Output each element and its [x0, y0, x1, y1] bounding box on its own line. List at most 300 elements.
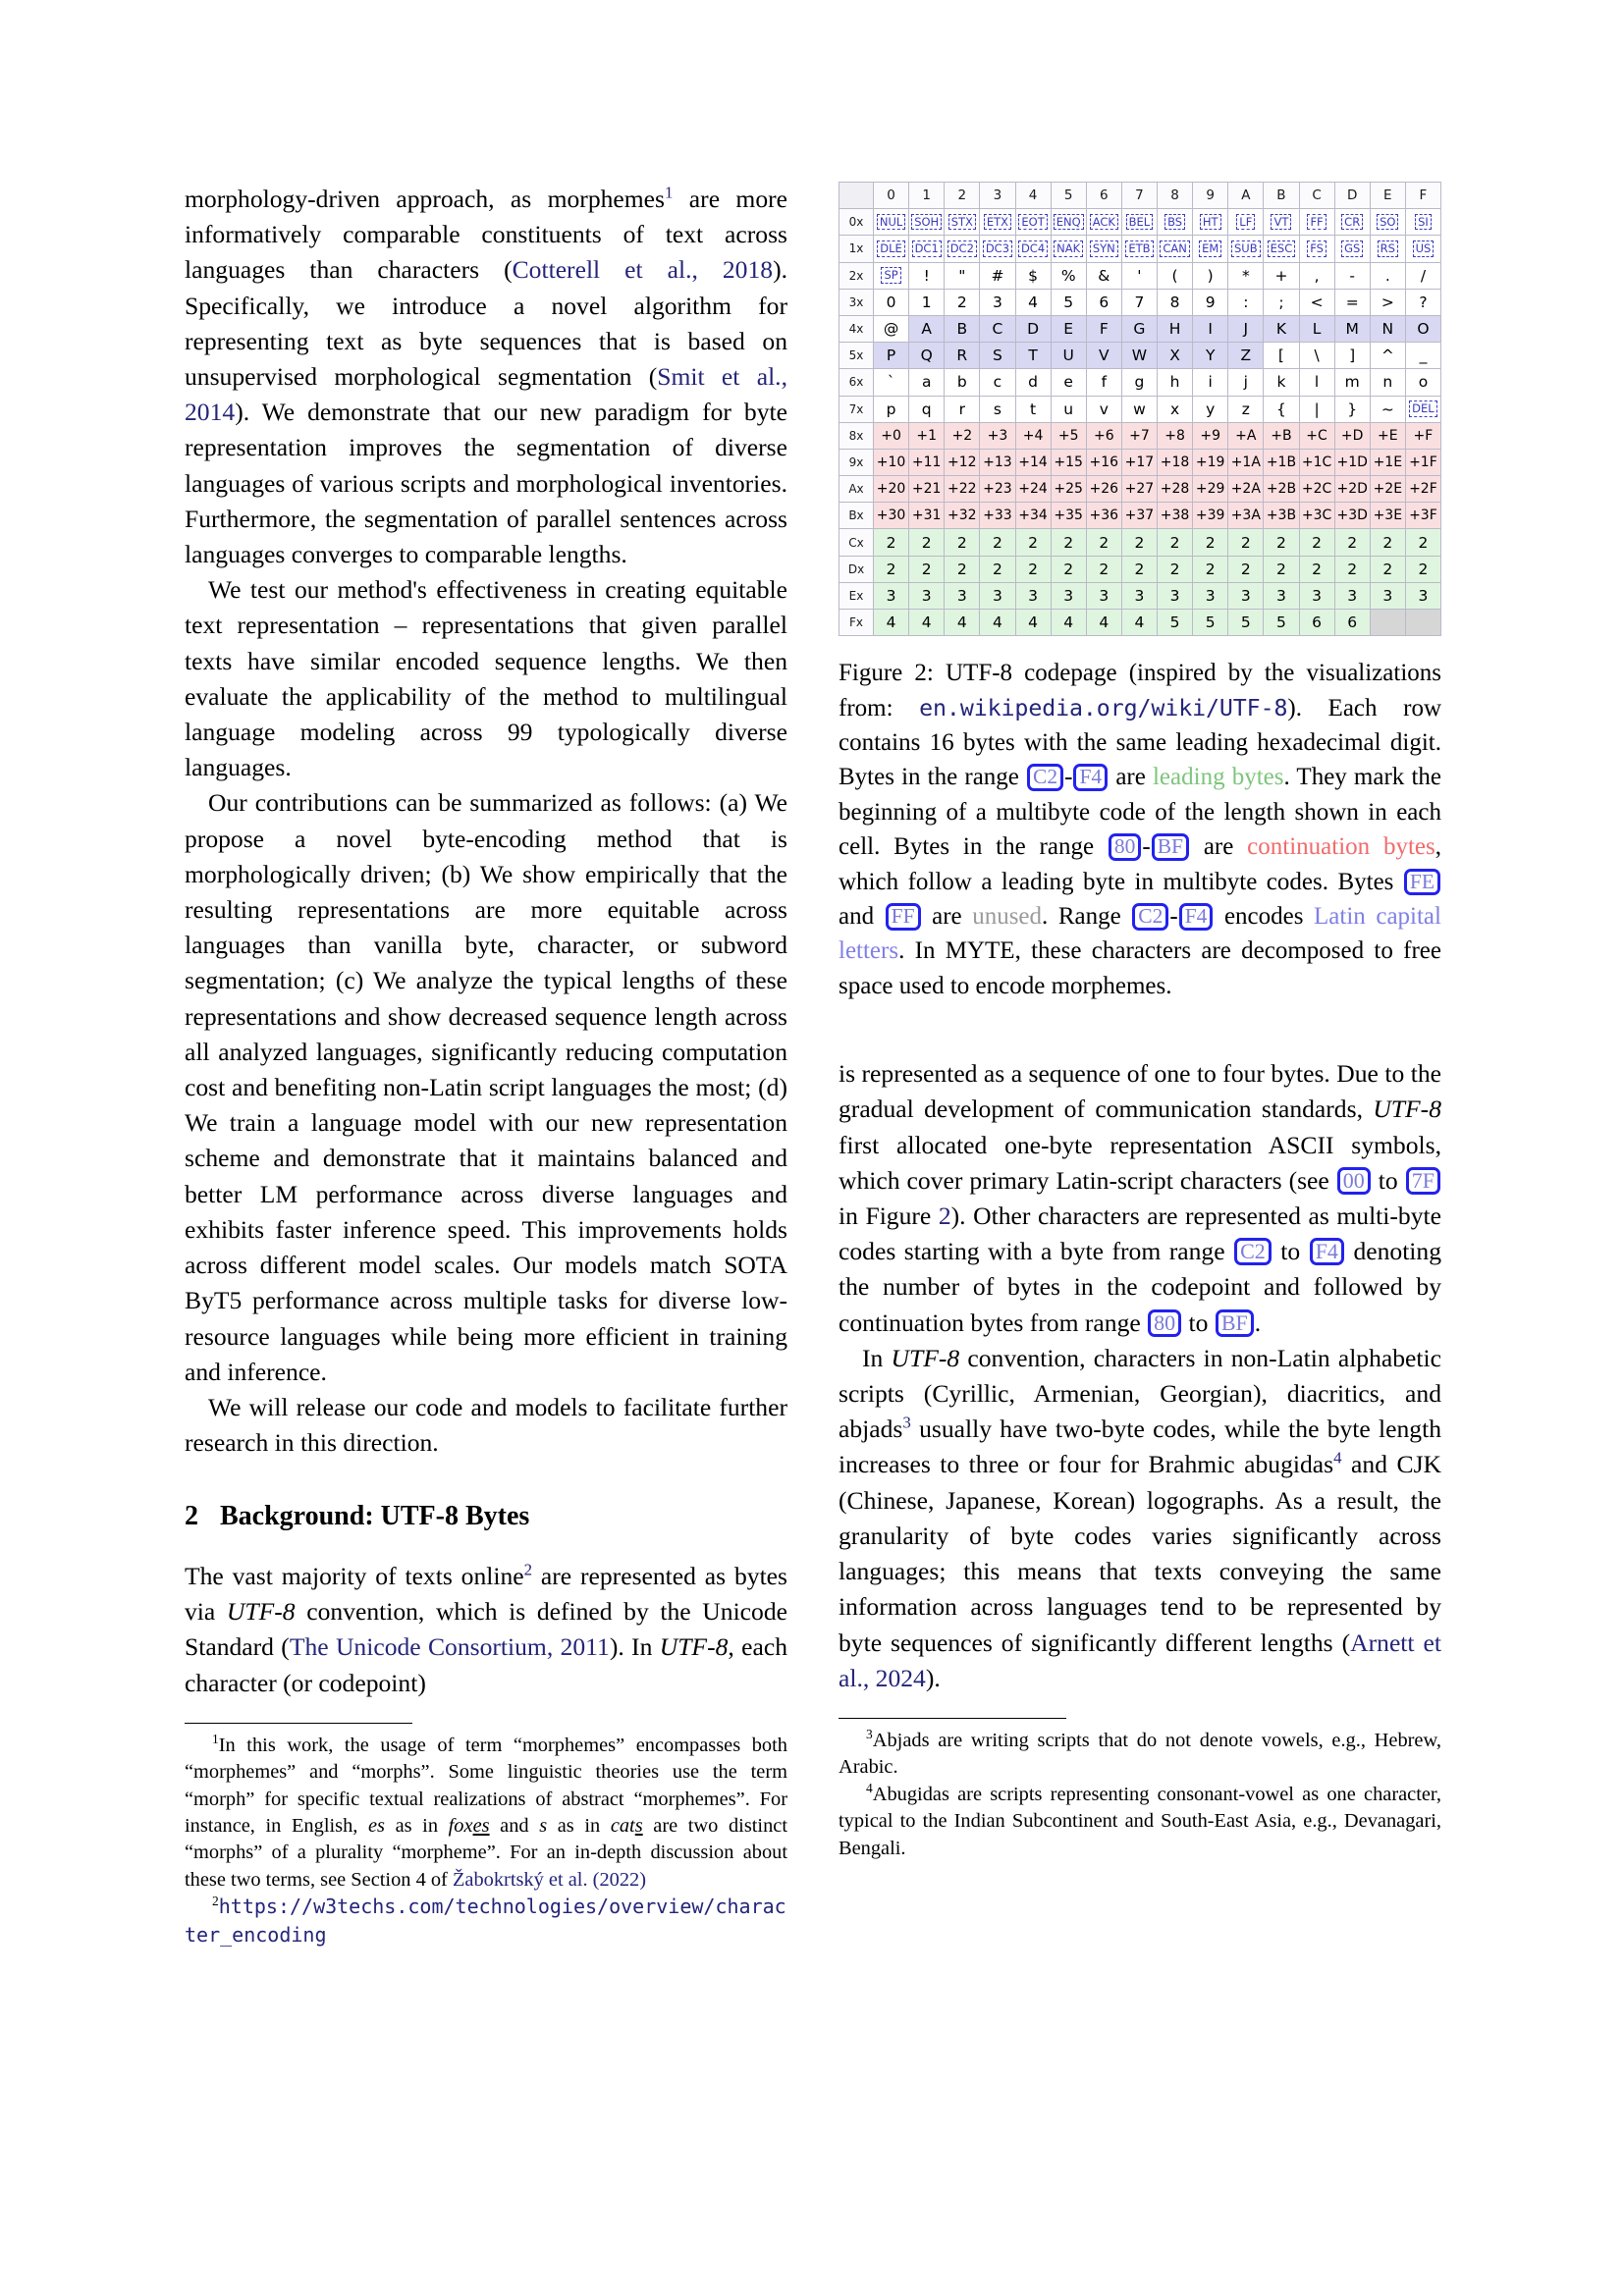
codepage-row-header: Fx	[839, 610, 874, 636]
codepage-cell: l	[1299, 369, 1334, 396]
codepage-cell: |	[1299, 396, 1334, 422]
codepage-cell: 2	[1405, 529, 1440, 556]
codepage-cell: +7	[1121, 422, 1157, 449]
codepage-cell: +2E	[1370, 476, 1405, 503]
citation-link[interactable]: The Unicode Consortium, 2011	[289, 1632, 610, 1662]
codepage-row-header: Dx	[839, 556, 874, 582]
italic-underline-text: es	[472, 1814, 490, 1837]
codepage-cell: 2	[1086, 556, 1121, 582]
text-run: , which follow a leading byte in multibyte codes. Bytes	[839, 833, 1441, 895]
codepage-cell: w	[1121, 396, 1157, 422]
italic-text: es	[367, 1814, 385, 1837]
codepage-cell: O	[1405, 315, 1440, 342]
codepage-cell: "	[945, 262, 980, 289]
codepage-cell: +9	[1193, 422, 1228, 449]
codepage-cell: `	[874, 369, 909, 396]
codepage-cell: '	[1121, 262, 1157, 289]
codepage-cell: 9	[1193, 289, 1228, 315]
codepage-cell: v	[1086, 396, 1121, 422]
codepage-cell: +1F	[1405, 449, 1440, 475]
codepage-cell	[1015, 209, 1051, 236]
codepage-cell: 2	[1370, 556, 1405, 582]
codepage-row	[839, 209, 1441, 236]
italic-text: cat	[610, 1814, 635, 1837]
byte-chip: 80	[1109, 833, 1142, 861]
codepage-cell	[1405, 209, 1440, 236]
codepage-cell: +37	[1121, 503, 1157, 529]
text-run: are	[1109, 764, 1153, 791]
codepage-cell: 5	[1158, 610, 1193, 636]
text-run: and CJK (Chinese, Japanese, Korean) logographs. As a result, the granularity of byte codes varies significantly across languages; this means that texts conveying the same information across languages tend to be represented by byte sequences of significantly different lengths (	[839, 1450, 1442, 1657]
codepage-cell: J	[1228, 315, 1264, 342]
codepage-cell: +1B	[1264, 449, 1299, 475]
codepage-cell: ]	[1334, 343, 1370, 369]
codepage-row	[839, 449, 1441, 475]
text-run: -	[1169, 903, 1178, 931]
codepage-cell: ~	[1370, 396, 1405, 422]
codepage-row	[839, 476, 1441, 503]
citation-link[interactable]: Žabokrtský et al. (2022)	[452, 1868, 647, 1891]
codepage-cell: 5	[1051, 289, 1086, 315]
codepage-cell: >	[1370, 289, 1405, 315]
codepage-column-header: F	[1405, 183, 1440, 209]
paragraph	[185, 572, 787, 785]
paragraph	[839, 1341, 1441, 1696]
text-run: as in	[384, 1814, 449, 1837]
codepage-cell: +B	[1264, 422, 1299, 449]
control-code-box: DC2	[947, 240, 977, 256]
codepage-cell: 3	[980, 582, 1015, 609]
codepage-cell: +3	[980, 422, 1015, 449]
codepage-cell: &	[1086, 262, 1121, 289]
codepage-cell: }	[1334, 396, 1370, 422]
codepage-cell: 4	[909, 610, 945, 636]
footnote-number: 1	[212, 1731, 219, 1746]
codepage-cell: _	[1405, 343, 1440, 369]
text-run: and	[839, 903, 885, 931]
codepage-cell: +F	[1405, 422, 1440, 449]
codepage-cell: T	[1015, 343, 1051, 369]
codepage-cell: +28	[1158, 476, 1193, 503]
codepage-cell: +35	[1051, 503, 1086, 529]
text-run: ).	[925, 1663, 941, 1692]
citation-link[interactable]: Arnett et al., 2024	[839, 1628, 1441, 1692]
codepage-cell: +22	[945, 476, 980, 503]
control-code-box: DC4	[1018, 240, 1048, 256]
codepage-cell	[1121, 209, 1157, 236]
inline-url[interactable]: en.wikipedia.org/wiki/UTF-8	[919, 694, 1288, 721]
codepage-cell: .	[1370, 262, 1405, 289]
footnote-number: 2	[212, 1894, 219, 1909]
text-run: , each character (or codepoint)	[185, 1632, 787, 1697]
codepage-cell: 6	[1086, 289, 1121, 315]
codepage-row	[839, 289, 1441, 315]
codepage-cell: +15	[1051, 449, 1086, 475]
latin-caps: Latin capital letters	[839, 903, 1441, 965]
control-code-box: ESC	[1268, 240, 1296, 256]
codepage-cell: +2	[945, 422, 980, 449]
codepage-cell: +1A	[1228, 449, 1264, 475]
italic-text: UTF-8	[1373, 1095, 1441, 1124]
text-run: to	[1272, 1237, 1309, 1266]
codepage-cell: r	[945, 396, 980, 422]
text-run: convention, which is defined by the Unicode Standard (	[185, 1597, 788, 1662]
paragraph	[185, 1559, 787, 1701]
italic-text: UTF-8	[226, 1597, 296, 1627]
codepage-cell: 3	[874, 582, 909, 609]
codepage-cell	[1086, 236, 1121, 262]
codepage-cell: +3C	[1299, 503, 1334, 529]
codepage-cell: B	[945, 315, 980, 342]
codepage-body	[839, 209, 1441, 636]
codepage-cell: M	[1334, 315, 1370, 342]
footnote-number: 4	[866, 1780, 873, 1795]
control-code-box: SYN	[1090, 240, 1118, 256]
codepage-cell: 3	[1193, 582, 1228, 609]
codepage-cell: k	[1264, 369, 1299, 396]
codepage-cell: 2	[1264, 556, 1299, 582]
codepage-cell: U	[1051, 343, 1086, 369]
codepage-cell	[945, 209, 980, 236]
codepage-column-header: C	[1299, 183, 1334, 209]
codepage-row-header: Ex	[839, 582, 874, 609]
text-run: We will release our code and models to facilitate further research in this direction.	[185, 1392, 787, 1458]
codepage-cell: #	[980, 262, 1015, 289]
codepage-cell: +39	[1193, 503, 1228, 529]
codepage-column-header: 2	[945, 183, 980, 209]
byte-chip: C2	[1027, 764, 1063, 791]
codepage-cell	[1051, 209, 1086, 236]
codepage-cell: 2	[1121, 529, 1157, 556]
codepage-cell: !	[909, 262, 945, 289]
text-run: to	[1182, 1308, 1215, 1337]
codepage-cell: 2	[1228, 556, 1264, 582]
codepage-cell	[1158, 209, 1193, 236]
codepage-cell: +24	[1015, 476, 1051, 503]
codepage-cell: +1	[909, 422, 945, 449]
footnote	[185, 1894, 787, 1949]
codepage-cell: 3	[980, 289, 1015, 315]
codepage-cell: t	[1015, 396, 1051, 422]
codepage-cell: e	[1051, 369, 1086, 396]
section-number: 2	[185, 1501, 198, 1532]
codepage-cell: +13	[980, 449, 1015, 475]
codepage-cell: +8	[1158, 422, 1193, 449]
codepage-cell: 3	[1405, 582, 1440, 609]
codepage-cell: 2	[1193, 556, 1228, 582]
codepage-cell: 3	[1015, 582, 1051, 609]
control-code-box: DC3	[983, 240, 1012, 256]
italic-text: UTF-8	[659, 1632, 729, 1662]
codepage-cell: +34	[1015, 503, 1051, 529]
codepage-cell: +30	[874, 503, 909, 529]
codepage-cell: ;	[1264, 289, 1299, 315]
codepage-cell: 2	[1158, 556, 1193, 582]
codepage-cell: +32	[945, 503, 980, 529]
codepage-cell: H	[1158, 315, 1193, 342]
codepage-cell	[874, 262, 909, 289]
footnote-separator-right	[839, 1718, 1066, 1719]
codepage-cell: j	[1228, 369, 1264, 396]
byte-chip: BF	[1152, 833, 1189, 861]
codepage-cell: +	[1264, 262, 1299, 289]
section-title: Background: UTF-8 Bytes	[220, 1501, 530, 1532]
codepage-column-header: 5	[1051, 183, 1086, 209]
footnote-marker: 2	[523, 1560, 533, 1579]
codepage-cell: +26	[1086, 476, 1121, 503]
codepage-cell: X	[1158, 343, 1193, 369]
codepage-cell: +23	[980, 476, 1015, 503]
text-run: . They mark the beginning of a multibyte code of the length shown in each cell. Bytes in the range	[839, 764, 1441, 861]
codepage-row-header: Ax	[839, 476, 874, 503]
codepage-cell: 4	[874, 610, 909, 636]
text-run: -	[1064, 764, 1073, 791]
column-spacer	[839, 1003, 1441, 1056]
codepage-cell: 2	[1370, 529, 1405, 556]
codepage-row-header: 8x	[839, 422, 874, 449]
byte-chip: FF	[886, 903, 921, 931]
codepage-cell: 3	[1086, 582, 1121, 609]
codepage-cell: $	[1015, 262, 1051, 289]
codepage-cell: 1	[909, 289, 945, 315]
text-run: In this work, the usage of term “morphemes” encompasses both “morphemes” and “morphs”. Some linguistic theories use the term “morph” for specific textual realizations of abstract “morphemes”. For instance, in English,	[185, 1734, 787, 1837]
control-code-box: DC1	[912, 240, 942, 256]
codepage-cell: g	[1121, 369, 1157, 396]
codepage-row-header: Cx	[839, 529, 874, 556]
codepage-cell	[980, 236, 1015, 262]
codepage-header-row	[839, 183, 1441, 209]
italic-text: fox	[448, 1814, 473, 1837]
codepage-cell: (	[1158, 262, 1193, 289]
codepage-cell: f	[1086, 369, 1121, 396]
byte-chip: 00	[1337, 1167, 1371, 1195]
codepage-cell: +A	[1228, 422, 1264, 449]
footnote-separator-left	[185, 1723, 412, 1724]
codepage-cell	[1299, 209, 1334, 236]
codepage-cell: A	[909, 315, 945, 342]
paragraph	[839, 1056, 1441, 1341]
codepage-cell: 2	[909, 556, 945, 582]
codepage-cell: 2	[1121, 556, 1157, 582]
codepage-cell: [	[1264, 343, 1299, 369]
codepage-cell: Z	[1228, 343, 1264, 369]
control-code-box: STX	[948, 214, 976, 230]
text-run: encodes	[1214, 903, 1315, 931]
text-run: to	[1371, 1165, 1405, 1195]
codepage-cell: 0	[874, 289, 909, 315]
codepage-cell: +4	[1015, 422, 1051, 449]
control-code-box: LF	[1236, 214, 1255, 230]
codepage-cell: +2D	[1334, 476, 1370, 503]
codepage-cell: 2	[1405, 556, 1440, 582]
codepage-cell: 4	[945, 610, 980, 636]
left-column-body	[185, 182, 787, 1461]
codepage-cell	[874, 236, 909, 262]
codepage-row-header: 3x	[839, 289, 874, 315]
codepage-cell: 2	[874, 529, 909, 556]
codepage-cell: q	[909, 396, 945, 422]
codepage-cell: u	[1051, 396, 1086, 422]
codepage-cell: 2	[909, 529, 945, 556]
codepage-cell: +16	[1086, 449, 1121, 475]
codepage-column-header: A	[1228, 183, 1264, 209]
text-run: . In MYTE, these characters are decomposed to free space used to encode morphemes.	[839, 937, 1441, 999]
left-footnotes	[185, 1733, 787, 1949]
codepage-cell: 5	[1228, 610, 1264, 636]
codepage-column-header: 3	[980, 183, 1015, 209]
codepage-cell	[1264, 236, 1299, 262]
codepage-cell	[1051, 236, 1086, 262]
text-run: Abjads are writing scripts that do not denote vowels, e.g., Hebrew, Arabic.	[839, 1729, 1441, 1779]
codepage-cell: +21	[909, 476, 945, 503]
citation-link[interactable]: 2	[938, 1201, 951, 1231]
byte-chip: F4	[1310, 1238, 1344, 1265]
codepage-cell: +1E	[1370, 449, 1405, 475]
codepage-cell: )	[1193, 262, 1228, 289]
text-run: The vast majority of texts online	[185, 1561, 524, 1590]
codepage-cell: +0	[874, 422, 909, 449]
control-code-box: ENQ	[1054, 214, 1084, 230]
byte-chip: C2	[1132, 903, 1168, 931]
codepage-cell: d	[1015, 369, 1051, 396]
codepage-cell: =	[1334, 289, 1370, 315]
codepage-cell: y	[1193, 396, 1228, 422]
codepage-cell: Y	[1193, 343, 1228, 369]
codepage-column-header: 9	[1193, 183, 1228, 209]
codepage-cell: +D	[1334, 422, 1370, 449]
codepage-cell: +3B	[1264, 503, 1299, 529]
codepage-cell: a	[909, 369, 945, 396]
control-code-box: CAN	[1160, 240, 1190, 256]
codepage-cell: 4	[980, 610, 1015, 636]
codepage-cell	[1228, 209, 1264, 236]
control-code-box: FF	[1307, 214, 1326, 230]
control-code-box: VT	[1271, 214, 1291, 230]
utf8-codepage-table	[839, 182, 1441, 636]
codepage-cell: +1D	[1334, 449, 1370, 475]
italic-text: s	[539, 1814, 548, 1837]
control-code-box: NAK	[1054, 240, 1083, 256]
footnote	[839, 1782, 1441, 1862]
codepage-row	[839, 529, 1441, 556]
control-code-box: FS	[1307, 240, 1326, 256]
codepage-cell: \	[1299, 343, 1334, 369]
codepage-cell: i	[1193, 369, 1228, 396]
codepage-cell: +29	[1193, 476, 1228, 503]
codepage-cell: +20	[874, 476, 909, 503]
citation-link[interactable]: Cotterell et al., 2018	[512, 255, 774, 285]
codepage-cell	[874, 209, 909, 236]
codepage-cell: 3	[1158, 582, 1193, 609]
codepage-cell: +6	[1086, 422, 1121, 449]
codepage-cell: 3	[909, 582, 945, 609]
codepage-column-header: 6	[1086, 183, 1121, 209]
text-run: in Figure	[839, 1201, 939, 1231]
codepage-column-header: E	[1370, 183, 1405, 209]
codepage-cell	[1370, 209, 1405, 236]
byte-chip: F4	[1179, 903, 1214, 931]
codepage-cell: 3	[1334, 582, 1370, 609]
text-run: as in	[547, 1814, 611, 1837]
codepage-row	[839, 369, 1441, 396]
text-run: are two distinct “morphs” of a plurality “morpheme”. For an in-depth discussion about these two terms, see Section 4 of	[185, 1814, 787, 1891]
codepage-cell: 2	[1228, 529, 1264, 556]
codepage-cell: 2	[945, 529, 980, 556]
codepage-cell: +C	[1299, 422, 1334, 449]
codepage-cell: 2	[980, 556, 1015, 582]
codepage-row-header: 4x	[839, 315, 874, 342]
codepage-cell	[1370, 236, 1405, 262]
control-code-box: ACK	[1090, 214, 1118, 230]
codepage-row-header: 2x	[839, 262, 874, 289]
footnote-url[interactable]: https://w3techs.com/technologies/overview/character_encoding	[185, 1895, 786, 1947]
codepage-cell: ,	[1299, 262, 1334, 289]
footnote-marker: 3	[902, 1413, 911, 1432]
italic-underline-text: s	[634, 1814, 643, 1837]
codepage-cell: 6	[1299, 610, 1334, 636]
codepage-row	[839, 610, 1441, 636]
control-code-box: RS	[1378, 240, 1398, 256]
codepage-cell: 5	[1193, 610, 1228, 636]
codepage-cell: 7	[1121, 289, 1157, 315]
codepage-cell: +14	[1015, 449, 1051, 475]
paragraph	[185, 785, 787, 1389]
cont-bytes: continuation bytes	[1247, 833, 1435, 861]
codepage-column-header: 7	[1121, 183, 1157, 209]
codepage-column-header: 1	[909, 183, 945, 209]
codepage-cell: 4	[1015, 289, 1051, 315]
codepage-cell	[1193, 236, 1228, 262]
byte-chip: C2	[1234, 1238, 1272, 1265]
control-code-box: BS	[1164, 214, 1185, 230]
codepage-cell: 2	[1051, 529, 1086, 556]
control-code-box: SI	[1415, 214, 1432, 230]
byte-chip: 80	[1148, 1309, 1181, 1337]
codepage-cell: <	[1299, 289, 1334, 315]
control-code-box: EOT	[1018, 214, 1047, 230]
codepage-column-header: B	[1264, 183, 1299, 209]
right-column-body	[839, 1056, 1441, 1696]
codepage-row-header: 5x	[839, 343, 874, 369]
control-code-box: NUL	[877, 214, 905, 230]
codepage-cell: o	[1405, 369, 1440, 396]
text-run: Our contributions can be summarized as follows: (a) We propose a novel byte-encoding method that is morphologically driven; (b) We show empirically that the resulting representations are more equitable across languages than vanilla byte, character, or subword segmentation; (c) We analyze the typical lengths of these representations and show decreased sequence length across all analyzed languages, significantly reducing computation cost and benefiting non-Latin script languages the most; (d) We train a language model with our new representation scheme and demonstrate that it maintains balanced and better LM performance across diverse languages and exhibits faster inference speed. This improvements holds across different model scales. Our models match SOTA ByT5 performance across multiple tasks for diverse low-resource languages while being more efficient in training and inference.	[185, 788, 787, 1386]
text-run: In	[862, 1343, 892, 1372]
codepage-cell: *	[1228, 262, 1264, 289]
codepage-column-header: 0	[874, 183, 909, 209]
codepage-row	[839, 343, 1441, 369]
codepage-cell: z	[1228, 396, 1264, 422]
text-run: Figure 2: UTF-8 codepage (inspired by the visualizations from:	[839, 660, 1441, 721]
control-code-box: DLE	[877, 240, 905, 256]
text-run: -	[1142, 833, 1151, 861]
codepage-cell: +12	[945, 449, 980, 475]
codepage-cell: 2	[1264, 529, 1299, 556]
text-run: morphology-driven approach, as morphemes	[185, 185, 666, 213]
codepage-cell: 2	[1334, 556, 1370, 582]
codepage-row-header: 1x	[839, 236, 874, 262]
codepage-cell: 2	[945, 556, 980, 582]
text-run: convention, characters in non-Latin alphabetic scripts (Cyrillic, Armenian, Georgian), diacritics, and abjads	[839, 1343, 1441, 1444]
codepage-column-header: 4	[1015, 183, 1051, 209]
citation-link[interactable]: Smit et al., 2014	[185, 362, 787, 427]
codepage-cell: n	[1370, 369, 1405, 396]
codepage-cell: 3	[1370, 582, 1405, 609]
codepage-cell: 3	[1121, 582, 1157, 609]
codepage-row-header: 7x	[839, 396, 874, 422]
control-code-box: SUB	[1231, 240, 1261, 256]
codepage-row	[839, 503, 1441, 529]
